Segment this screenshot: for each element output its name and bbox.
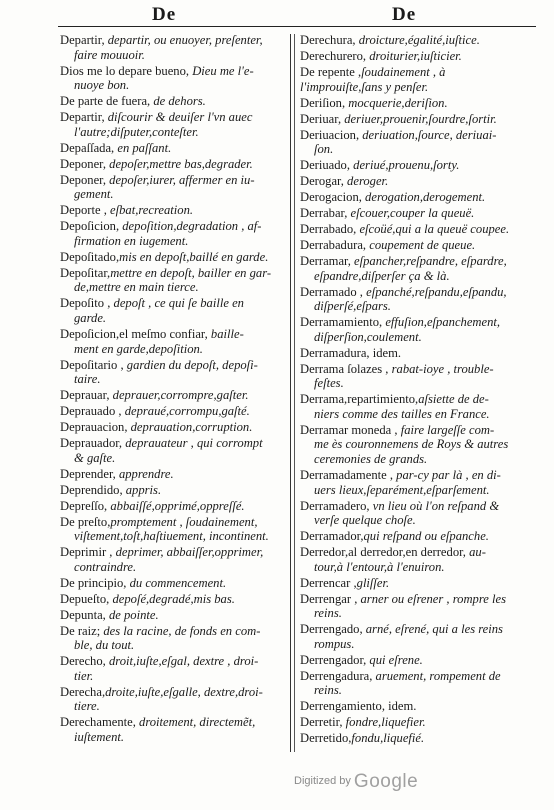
watermark-prefix: Digitized by	[294, 775, 351, 787]
entry-translation: de dehors.	[150, 94, 206, 109]
entry-continuation: feſtes.	[314, 376, 344, 391]
entry-headword: Depueſto,	[60, 591, 110, 606]
entry-headword: Depoſicion,	[60, 219, 120, 234]
entry-translation: droicture,égalité,iuſtice.	[355, 33, 480, 47]
entry-headword: Derramar,	[300, 254, 351, 268]
entry-headword: Deriuar,	[300, 111, 342, 126]
dictionary-entry	[60, 483, 282, 498]
dictionary-entry	[60, 404, 282, 419]
entry-translation: faire largeſſe com-	[397, 422, 495, 437]
entry-headword: Depunta,	[60, 607, 106, 622]
dictionary-entry	[300, 96, 522, 111]
dictionary-entry	[300, 65, 522, 94]
entry-translation: deriuer,prouenir,ſourdre,ſortir.	[341, 111, 497, 126]
entry-headword: Depoſito ,	[60, 296, 111, 311]
entry-headword: De parte de fuera,	[60, 94, 151, 109]
entry-headword: Deprauar,	[60, 388, 110, 403]
entry-headword: Derrengado,	[300, 622, 363, 637]
entry-continuation: rompus.	[314, 636, 355, 651]
dictionary-entry	[60, 33, 282, 62]
entry-headword: Derechura,	[300, 33, 356, 47]
entry-translation: depraué,corrompu,gaſté.	[121, 404, 250, 419]
entry-translation: apprendre.	[115, 466, 174, 481]
entry-continuation: firmation en iugement.	[74, 233, 189, 248]
entry-headword: Deprender,	[60, 466, 116, 481]
entry-translation: vn lieu où l'on reſpand &	[369, 498, 500, 513]
entry-headword: Depreſſo,	[60, 498, 108, 513]
entry-translation: deprauation,corruption.	[127, 420, 253, 435]
dictionary-entry	[300, 49, 522, 64]
entry-translation: mocquerie,deriſion.	[345, 95, 448, 110]
entry-translation: droite,iuſte,eſgalle, dextre,droi-	[105, 684, 263, 699]
entry-headword: Derrabadura,	[300, 238, 367, 253]
entry-continuation: tour,à l'entour,à l'enuiron.	[314, 559, 445, 574]
entry-translation: deprauateur , qui corrompt	[122, 436, 263, 451]
entry-translation: depoſt , ce qui ſe baille en	[110, 296, 244, 311]
entry-translation: en paſſant.	[114, 140, 172, 155]
entry-continuation: reins.	[314, 683, 342, 698]
dictionary-entry	[300, 715, 522, 730]
entry-translation: par-cy par là , en di-	[393, 468, 501, 483]
entry-headword: Deprendido,	[60, 482, 123, 497]
entry-headword: De principio,	[60, 575, 127, 590]
entry-headword: Depoſitar,	[60, 265, 111, 280]
dictionary-entry	[60, 296, 282, 325]
entry-headword: Derrengar ,	[300, 591, 358, 606]
entry-translation: derogation,derogement.	[361, 190, 486, 205]
entry-continuation: de,mettre en main tierce.	[74, 280, 199, 295]
entry-continuation: reins.	[314, 606, 342, 621]
entry-headword: Derrengamiento, idem.	[300, 699, 417, 714]
entry-translation: de pointe.	[105, 607, 159, 622]
entry-translation: depoſer,mettre bas,degrader.	[106, 156, 253, 171]
dictionary-entry	[300, 33, 522, 48]
entry-headword: Derramadamente ,	[300, 468, 394, 483]
entry-continuation: tiere.	[74, 699, 100, 714]
entry-headword: Derecha,	[60, 684, 106, 699]
entry-headword: Departir,	[60, 110, 105, 125]
entry-translation: deriuation,ſource, deriuai-	[359, 127, 497, 142]
entry-translation: eſcoüé,qui a la queuë coupee.	[356, 222, 510, 237]
entry-headword: Depaſſada,	[60, 140, 115, 155]
entry-headword: Deriuado,	[300, 158, 351, 173]
right-column	[300, 33, 522, 747]
entry-translation: du commencement.	[126, 575, 227, 590]
entry-translation: baille-	[207, 326, 244, 341]
entry-translation: aruement, rompement de	[372, 668, 501, 683]
entry-translation: eſpancher,reſpandre, eſpardre,	[350, 254, 507, 268]
dictionary-entry	[60, 157, 282, 172]
entry-translation: droiturier,iuſticier.	[366, 48, 462, 63]
column-divider-inner	[294, 34, 295, 752]
dictionary-entry	[300, 545, 522, 574]
entry-headword: Depoſicion,el meſmo confiar,	[60, 326, 208, 341]
dictionary-entry	[300, 699, 522, 714]
dictionary-entry	[60, 94, 282, 109]
entry-translation: deprimer, abbaiſſer,opprimer,	[112, 545, 264, 560]
dictionary-entry	[300, 190, 522, 205]
dictionary-entry	[300, 112, 522, 127]
dictionary-entry	[60, 685, 282, 714]
entry-headword: Derrabado,	[300, 222, 357, 237]
dictionary-entry	[300, 128, 522, 157]
entry-continuation: me ès couronnemens de Roys & autres ceremonies de grands.	[314, 437, 509, 467]
entry-headword: Deprauacion,	[60, 420, 128, 435]
entry-translation: depoſer,iurer, affermer en iu-	[106, 172, 255, 187]
dictionary-entry	[300, 392, 522, 421]
entry-translation: eſbat,recreation.	[106, 203, 194, 218]
entry-translation: fondre,liquefier.	[342, 715, 426, 730]
entry-continuation: uers lieux,ſeparément,eſparſement.	[314, 482, 490, 497]
dictionary-entry	[300, 315, 522, 344]
dictionary-entry	[60, 545, 282, 574]
entry-headword: Derrengadura,	[300, 668, 373, 683]
entry-continuation: l'autre;diſputer,conteſter.	[74, 124, 199, 139]
entry-headword: De repente ,	[300, 64, 362, 79]
entry-headword: Deprimir ,	[60, 545, 113, 560]
dictionary-entry	[60, 420, 282, 435]
dictionary-entry	[60, 266, 282, 295]
entry-continuation: ble, du tout.	[74, 638, 135, 653]
entry-headword: Deprauador,	[60, 436, 123, 451]
entry-translation: abbaiſſé,opprimé,oppreſſé.	[107, 498, 245, 513]
entry-headword: De raiz;	[60, 623, 101, 638]
entry-translation: rabat-ioye , trouble-	[388, 361, 494, 376]
dictionary-entry	[60, 219, 282, 248]
dictionary-entry	[60, 436, 282, 465]
entry-headword: Depoſitado,	[60, 249, 120, 264]
dictionary-entry	[300, 254, 522, 283]
entry-continuation: verſe quelque choſe.	[314, 513, 416, 528]
entry-headword: Derrama ſolazes ,	[300, 361, 389, 376]
entry-headword: Derramador,	[300, 529, 364, 544]
entry-headword: Derecho,	[60, 654, 106, 669]
entry-translation: ſoudainement , à l'improuiſte,ſans y penſer.	[300, 64, 446, 94]
entry-continuation: iuſtement.	[74, 730, 125, 745]
dictionary-entry	[300, 206, 522, 221]
left-column	[60, 33, 282, 746]
dictionary-entry	[60, 608, 282, 623]
entry-headword: Derretido,	[300, 731, 352, 746]
entry-translation: eſpanché,reſpandu,eſpandu,	[362, 284, 507, 299]
entry-translation: promptement , ſoudainement,	[110, 514, 258, 529]
dictionary-entry	[60, 64, 282, 93]
entry-headword: Derredor,al derredor,en derredor,	[300, 545, 466, 560]
entry-translation: effuſion,eſpanchement,	[382, 315, 501, 330]
entry-continuation: niers comme des tailles en France.	[314, 406, 490, 421]
entry-headword: Derramadero,	[300, 498, 370, 513]
google-logo: Google	[353, 771, 419, 792]
entry-continuation: diſperſé,eſpars.	[314, 299, 391, 314]
dictionary-entry	[300, 423, 522, 467]
entry-translation: diſcourir & deuiſer l'vn auec	[104, 110, 253, 125]
entry-translation: mettre en depoſt, bailler en gar-	[110, 265, 272, 280]
entry-continuation: taire.	[74, 372, 101, 387]
digitized-watermark	[294, 771, 418, 793]
entry-translation: eſcouer,couper la queuë.	[347, 206, 475, 221]
running-header-right: De	[392, 4, 417, 25]
column-divider	[290, 34, 291, 752]
entry-continuation: eſpandre,diſperſer ça & là.	[314, 268, 450, 283]
entry-translation: au-	[465, 545, 486, 560]
entry-translation: droitement, directemẽt,	[135, 715, 256, 730]
entry-translation: depoſé,degradé,mis bas.	[109, 591, 235, 606]
dictionary-entry	[300, 285, 522, 314]
entry-headword: Derogacion,	[300, 190, 362, 205]
entry-translation: deriué,prouenu,ſorty.	[350, 158, 460, 173]
dictionary-entry	[60, 141, 282, 156]
entry-headword: Derramar moneda ,	[300, 422, 398, 437]
entry-translation: appris.	[122, 482, 162, 497]
entry-continuation: viſtement,toſt,haſtiuement, incontinent.	[74, 529, 269, 544]
header-rule	[58, 26, 536, 27]
entry-translation: deroger.	[343, 174, 389, 189]
dictionary-entry	[300, 158, 522, 173]
dictionary-entry	[300, 499, 522, 528]
entry-translation: arner ou eſrener , rompre les	[357, 591, 506, 606]
entry-translation: coupement de queue.	[366, 238, 476, 253]
entry-headword: Depoſitario ,	[60, 357, 124, 372]
entry-translation: Dieu me l'e-	[189, 63, 254, 78]
entry-translation: gardien du depoſt, depoſi-	[123, 357, 258, 372]
entry-translation: mis en depoſt,baillé en garde.	[119, 249, 269, 264]
dictionary-entry	[300, 238, 522, 253]
entry-translation: departir, ou enuoyer, preſenter,	[104, 33, 263, 47]
entry-translation: gliſſer.	[356, 575, 390, 590]
entry-headword: Deponer,	[60, 172, 107, 187]
dictionary-entry	[300, 346, 522, 361]
entry-headword: Derogar,	[300, 174, 344, 189]
dictionary-entry	[60, 358, 282, 387]
entry-headword: Deponer,	[60, 156, 107, 171]
entry-headword: Derramadura, idem.	[300, 345, 402, 360]
dictionary-entry	[60, 327, 282, 356]
entry-continuation: ment en garde,depoſition.	[74, 341, 203, 356]
running-header-left: De	[152, 4, 177, 25]
dictionary-entry	[300, 622, 522, 651]
entry-headword: De preſto,	[60, 514, 111, 529]
entry-translation: deprauer,corrompre,gaſter.	[109, 388, 249, 403]
dictionary-entry	[300, 222, 522, 237]
dictionary-entry	[300, 653, 522, 668]
entry-headword: Derrencar ,	[300, 575, 357, 590]
entry-translation: aſsiette de de-	[418, 392, 489, 407]
entry-headword: Dios me lo depare bueno,	[60, 63, 190, 78]
dictionary-entry	[300, 174, 522, 189]
dictionary-entry	[60, 388, 282, 403]
entry-headword: Derrama,repartimiento,	[300, 392, 419, 407]
entry-headword: Departir,	[60, 33, 105, 47]
entry-continuation: tier.	[74, 668, 94, 683]
entry-headword: Derramado ,	[300, 284, 363, 299]
entry-translation: fondu,liquefié.	[351, 731, 425, 746]
entry-headword: Deprauado ,	[60, 404, 122, 419]
dictionary-entry	[60, 592, 282, 607]
entry-continuation: gement.	[74, 187, 114, 202]
entry-continuation: contraindre.	[74, 559, 137, 574]
entry-continuation: nuoye bon.	[74, 78, 130, 93]
dictionary-entry	[300, 362, 522, 391]
entry-headword: Deriſion,	[300, 95, 346, 110]
entry-continuation: diſperſion,coulement.	[314, 329, 422, 344]
entry-headword: Derrabar,	[300, 206, 348, 221]
entry-translation: droit,iuſte,eſgal, dextre , droi-	[105, 654, 259, 669]
entry-headword: Derramamiento,	[300, 315, 383, 330]
dictionary-entry	[60, 715, 282, 744]
dictionary-entry	[60, 624, 282, 653]
entry-continuation: ſon.	[314, 142, 334, 157]
entry-translation: arné, eſrené, qui a les reins	[362, 622, 503, 637]
dictionary-entry	[300, 669, 522, 698]
dictionary-entry	[60, 515, 282, 544]
entry-translation: des la racine, de fonds en com-	[100, 623, 261, 638]
entry-continuation: garde.	[74, 310, 107, 325]
dictionary-entry	[60, 654, 282, 683]
entry-continuation: faire mouuoir.	[74, 47, 145, 62]
entry-headword: Derechurero,	[300, 48, 367, 63]
entry-translation: qui reſpand ou eſpanche.	[363, 529, 489, 544]
dictionary-entry	[60, 203, 282, 218]
entry-headword: Derretir,	[300, 715, 343, 730]
entry-translation: qui eſrene.	[366, 652, 423, 667]
entry-translation: depoſition,degradation , af-	[119, 219, 262, 234]
dictionary-entry	[300, 731, 522, 746]
entry-headword: Deporte ,	[60, 203, 107, 218]
entry-headword: Deriuacion,	[300, 127, 360, 142]
dictionary-entry	[300, 529, 522, 544]
dictionary-entry	[60, 499, 282, 514]
dictionary-entry	[60, 576, 282, 591]
dictionary-entry	[300, 468, 522, 497]
dictionary-entry	[300, 592, 522, 621]
dictionary-entry	[60, 250, 282, 265]
dictionary-entry	[60, 110, 282, 139]
entry-headword: Derrengador,	[300, 652, 367, 667]
dictionary-entry	[60, 467, 282, 482]
dictionary-entry	[60, 173, 282, 202]
entry-continuation: & gaſte.	[74, 450, 116, 465]
entry-headword: Derechamente,	[60, 715, 136, 730]
dictionary-entry	[300, 576, 522, 591]
